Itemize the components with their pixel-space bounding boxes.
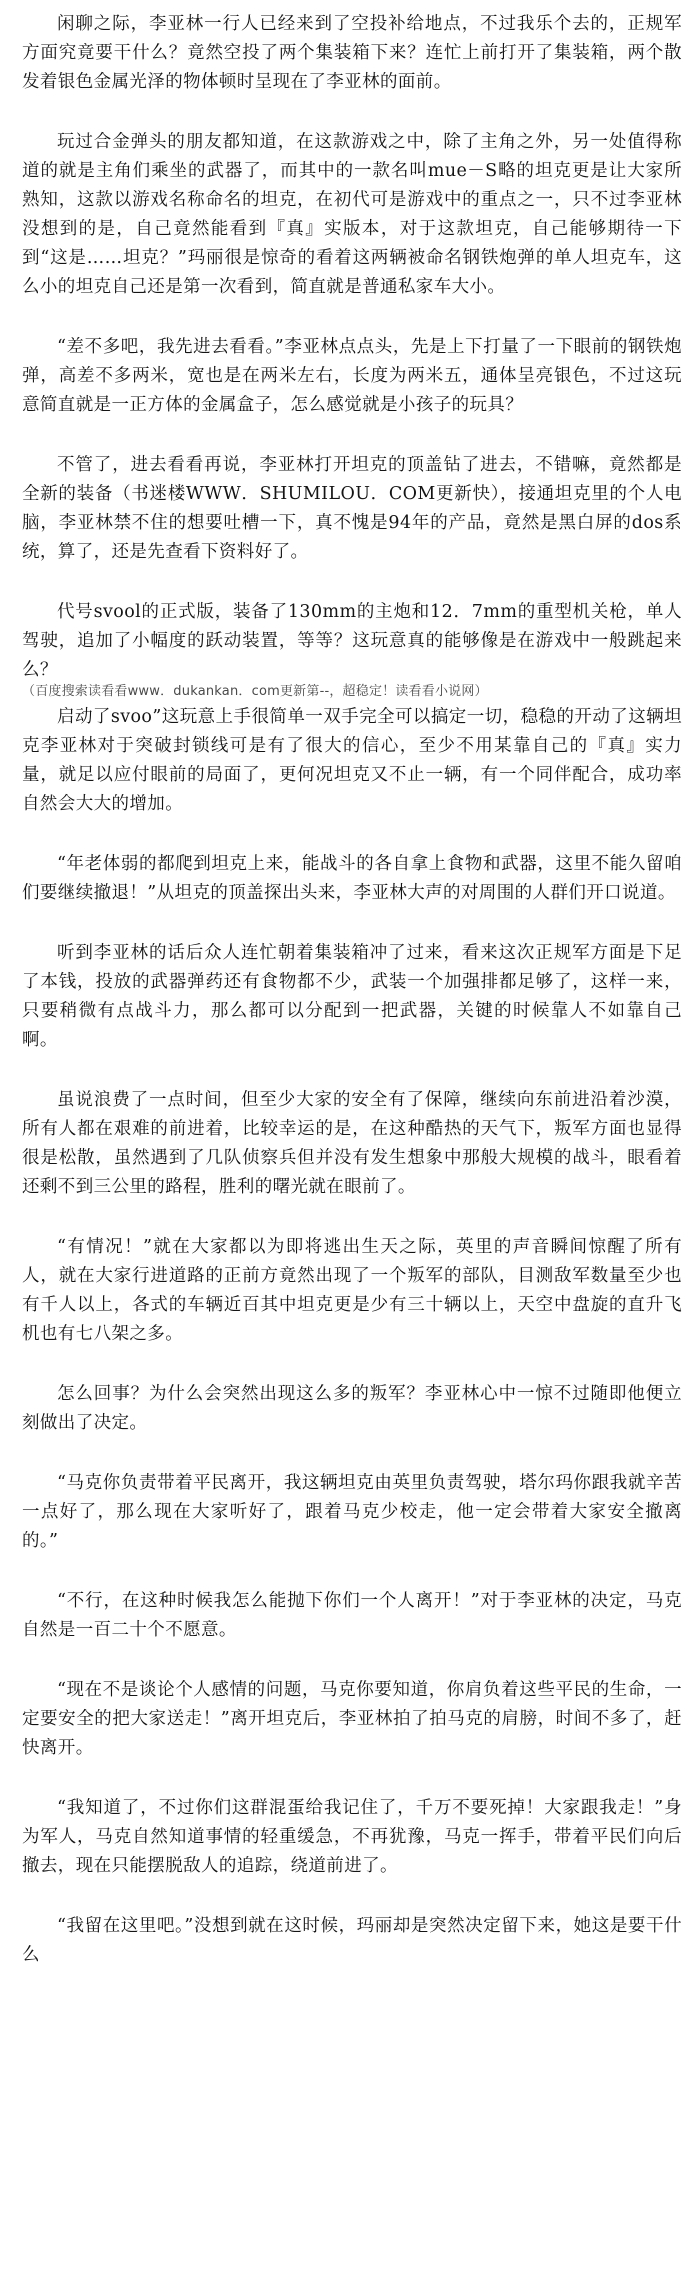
- source-note: （百度搜索读看看www．dukankan．com更新第--，超稳定！读看看小说网）: [22, 684, 488, 699]
- paragraph-8: 听到李亚林的话后众人连忙朝着集装箱冲了过来，看来这次正规军方面是下足了本钱，投放的武器弹药还有食物都不少，武装一个加强排都足够了，这样一来，只要稍微有点战斗力，那么都可以分配到一把武器，关键的时候靠人不如靠自己啊。: [22, 943, 682, 1050]
- paragraph-2: 玩过合金弹头的朋友都知道，在这款游戏之中，除了主角之外，另一处值得称道的就是主角们乘坐的武器了，而其中的一款名叫mue－S略的坦克更是让大家所熟知，这款以游戏名称命名的坦克，在初代可是游戏中的重点之一，只不过李亚林没想到的是，自己竟然能看到『真』实版本，对于这款坦克，自己能够期待一下到“这是……坦克？”玛丽很是惊奇的看着这两辆被命名钢铁炮弹的单人坦克车，这么小的坦克自己还是第一次看到，简直就是普通私家车大小。: [22, 132, 682, 297]
- paragraph-14: “现在不是谈论个人感情的问题，马克你要知道，你肩负着这些平民的生命，一定要安全的把大家送走！”离开坦克后，李亚林拍了拍马克的肩膀，时间不多了，赶快离开。: [22, 1680, 682, 1758]
- paragraph-11: 怎么回事？为什么会突然出现这么多的叛军？李亚林心中一惊不过随即他便立刻做出了决定。: [22, 1384, 682, 1433]
- paragraph-7: “年老体弱的都爬到坦克上来，能战斗的各自拿上食物和武器，这里不能久留咱们要继续撤退！”从坦克的顶盖探出头来，李亚林大声的对周围的人群们开口说道。: [22, 854, 682, 903]
- paragraph-16: “我留在这里吧。”没想到就在这时候，玛丽却是突然决定留下来，她这是要干什么: [22, 1916, 682, 1965]
- paragraph-6: 启动了svoo”这玩意上手很简单一双手完全可以搞定一切，稳稳的开动了这辆坦克李亚林对于突破封锁线可是有了很大的信心，至少不用某靠自己的『真』实力量，就足以应付眼前的局面了，更何况坦克又不止一辆，有一个同伴配合，成功率自然会大大的增加。: [22, 707, 682, 814]
- paragraph-4: 不管了，进去看看再说，李亚林打开坦克的顶盖钻了进去，不错嘛，竟然都是全新的装备（书迷楼WWW．SHUMILOU．COM更新快），接通坦克里的个人电脑，李亚林禁不住的想要吐槽一下，真不愧是94年的产品，竟然是黑白屏的dos系统，算了，还是先查看下资料好了。: [22, 455, 682, 562]
- paragraph-3: “差不多吧，我先进去看看。”李亚林点点头，先是上下打量了一下眼前的钢铁炮弹，高差不多两米，宽也是在两米左右，长度为两米五，通体呈亮银色，不过这玩意简直就是一正方体的金属盒子，怎么感觉就是小孩子的玩具？: [22, 337, 682, 415]
- paragraph-12: “马克你负责带着平民离开，我这辆坦克由英里负责驾驶，塔尔玛你跟我就辛苦一点好了，那么现在大家听好了，跟着马克少校走，他一定会带着大家安全撤离的。”: [22, 1473, 682, 1551]
- paragraph-5: 代号svool的正式版，装备了130mm的主炮和12．7mm的重型机关枪，单人驾驶，追加了小幅度的跃动装置，等等？这玩意真的能够像是在游戏中一般跳起来么？: [22, 602, 682, 680]
- paragraph-1: 闲聊之际，李亚林一行人已经来到了空投补给地点，不过我乐个去的，正规军方面究竟要干什么？竟然空投了两个集装箱下来？连忙上前打开了集装箱，两个散发着银色金属光泽的物体顿时呈现在了李亚林的面前。: [22, 14, 682, 92]
- paragraph-10: “有情况！”就在大家都以为即将逃出生天之际，英里的声音瞬间惊醒了所有人，就在大家行进道路的正前方竟然出现了一个叛军的部队，目测敌军数量至少也有千人以上，各式的车辆近百其中坦克更是少有三十辆以上，天空中盘旋的直升飞机也有七八架之多。: [22, 1237, 682, 1344]
- paragraph-9: 虽说浪费了一点时间，但至少大家的安全有了保障，继续向东前进沿着沙漠，所有人都在艰难的前进着，比较幸运的是，在这种酷热的天气下，叛军方面也显得很是松散，虽然遇到了几队侦察兵但并没有发生想象中那般大规模的战斗，眼看着还剩不到三公里的路程，胜利的曙光就在眼前了。: [22, 1090, 682, 1197]
- paragraph-15: “我知道了，不过你们这群混蛋给我记住了，千万不要死掉！大家跟我走！”身为军人，马克自然知道事情的轻重缓急，不再犹豫，马克一挥手，带着平民们向后撤去，现在只能摆脱敌人的追踪，绕道前进了。: [22, 1798, 682, 1876]
- paragraph-13: “不行，在这种时候我怎么能抛下你们一个人离开！”对于李亚林的决定，马克自然是一百二十个不愿意。: [22, 1591, 682, 1640]
